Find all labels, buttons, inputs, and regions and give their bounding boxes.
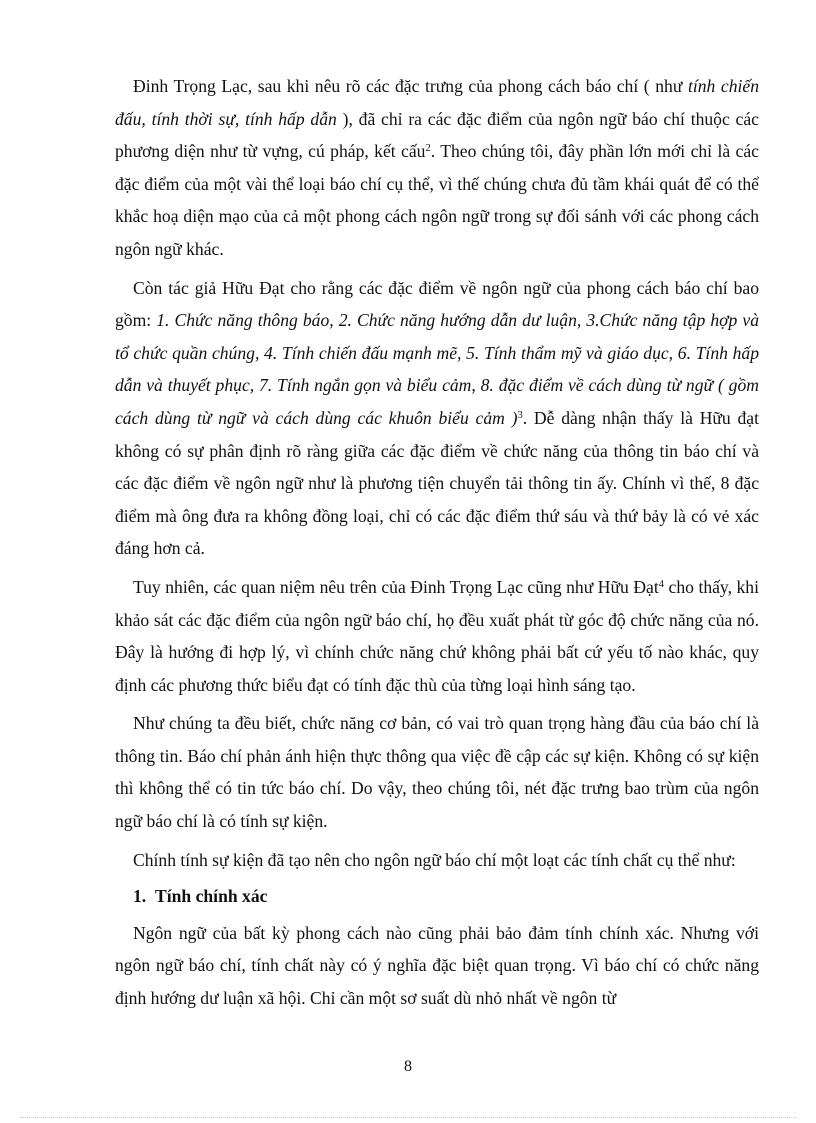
paragraph-text: Còn tác giả Hữu Đạt cho rằng các đặc điểm về ngôn ngữ của phong cách báo chí bao gồm: xyxy=(115,277,759,331)
paragraph-text: . Dễ dàng nhận thấy là Hữu đạt không có sự phân định rõ ràng giữa các đặc điểm về chức năng của thông tin báo chí và các đặc điểm về ngôn ngữ như là phương tiện chuyển tải thông tin ấy. Chính vì thế, 8 đặc điểm mà ông đưa ra không đồng loại, chỉ có các đặc điểm thứ sáu và thứ bảy là có vẻ xác đáng hơn cả. xyxy=(115,407,759,559)
paragraph-tuy-nhien xyxy=(115,571,759,701)
paragraph-dinh-trong-lac xyxy=(115,70,759,266)
body-text xyxy=(115,70,759,1021)
footnote-marker[interactable]: 4 xyxy=(658,579,665,591)
paragraph-huu-dat xyxy=(115,272,759,565)
page-bottom-rule xyxy=(20,1117,796,1118)
paragraph-text: Ngôn ngữ của bất kỳ phong cách nào cũng phải bảo đảm tính chính xác. Nhưng với ngôn ngữ báo chí, tính chất này có ý nghĩa đặc biệt quan trọng. Vì báo chí có chức năng định hướng dư luận xã hội. Chỉ cần một sơ suất dù nhỏ nhất về ngôn từ xyxy=(115,922,759,1009)
italic-text: 1. Chức năng thông báo, 2. Chức năng hướng dẫn dư luận, 3.Chức năng tập hợp và tổ chức quần chúng, 4. Tính chiến đấu mạnh mẽ, 5. Tính thẩm mỹ và giáo dục, 6. Tính hấp dẫn và thuyết phục, 7. Tính ngắn gọn và biểu cảm, 8. đặc điểm về cách dùng từ ngữ ( gồm cách dùng từ ngữ và cách dùng các khuôn biểu cảm ) xyxy=(115,310,759,428)
paragraph-text: Như chúng ta đều biết, chức năng cơ bản, có vai trò quan trọng hàng đầu của báo chí là thông tin. Báo chí phản ánh hiện thực thông qua việc đề cập các sự kiện. Không có sự kiện thì không thể có tin tức báo chí. Do vậy, theo chúng tôi, nét đặc trưng bao trùm của ngôn ngữ báo chí là có tính sự kiện. xyxy=(115,713,759,832)
paragraph-text: Chính tính sự kiện đã tạo nên cho ngôn ngữ báo chí một loạt các tính chất cụ thể như: xyxy=(133,849,736,870)
paragraph-tinh-chinh-xac xyxy=(115,917,759,1015)
page-number: 8 xyxy=(404,1058,412,1075)
footnote-marker[interactable]: 2 xyxy=(425,143,431,155)
italic-text: tính chiến đấu, tính thời sự, tính hấp dẫn xyxy=(115,76,759,129)
paragraph-text: Đinh Trọng Lạc, sau khi nêu rõ các đặc trưng của phong cách báo chí ( như xyxy=(133,76,688,96)
paragraph-tinh-su-kien xyxy=(115,844,759,877)
paragraph-chuc-nang xyxy=(115,707,759,837)
paragraph-text: ), đã chỉ ra các đặc điểm của ngôn ngữ báo chí thuộc các phương diện như từ vựng, cú pháp, kết cấu xyxy=(115,108,759,162)
heading-title: Tính chính xác xyxy=(155,886,268,907)
section-heading xyxy=(115,880,759,913)
heading-number: 1. xyxy=(133,886,147,907)
paragraph-text: cho thấy, khi khảo sát các đặc điểm của ngôn ngữ báo chí, họ đều xuất phát từ góc độ chức năng của nó. Đây là hướng đi hợp lý, vì chính chức năng chứ không phải bất cứ yếu tố nào khác, quy định các phương thức biểu đạt có tính đặc thù của từng loại hình sáng tạo. xyxy=(115,576,759,695)
footnote-marker[interactable]: 3 xyxy=(517,410,523,422)
paragraph-text: Tuy nhiên, các quan niệm nêu trên của Đinh Trọng Lạc cũng như Hữu Đạt xyxy=(133,576,659,597)
paragraph-text: . Theo chúng tôi, đây phần lớn mới chỉ là các đặc điểm của một vài thể loại báo chí cụ thể, vì thế chúng chưa đủ tầm khái quát để có thể khắc hoạ diện mạo của cả một phong cách ngôn ngữ trong sự đối sánh với các phong cách ngôn ngữ khác. xyxy=(115,141,759,259)
